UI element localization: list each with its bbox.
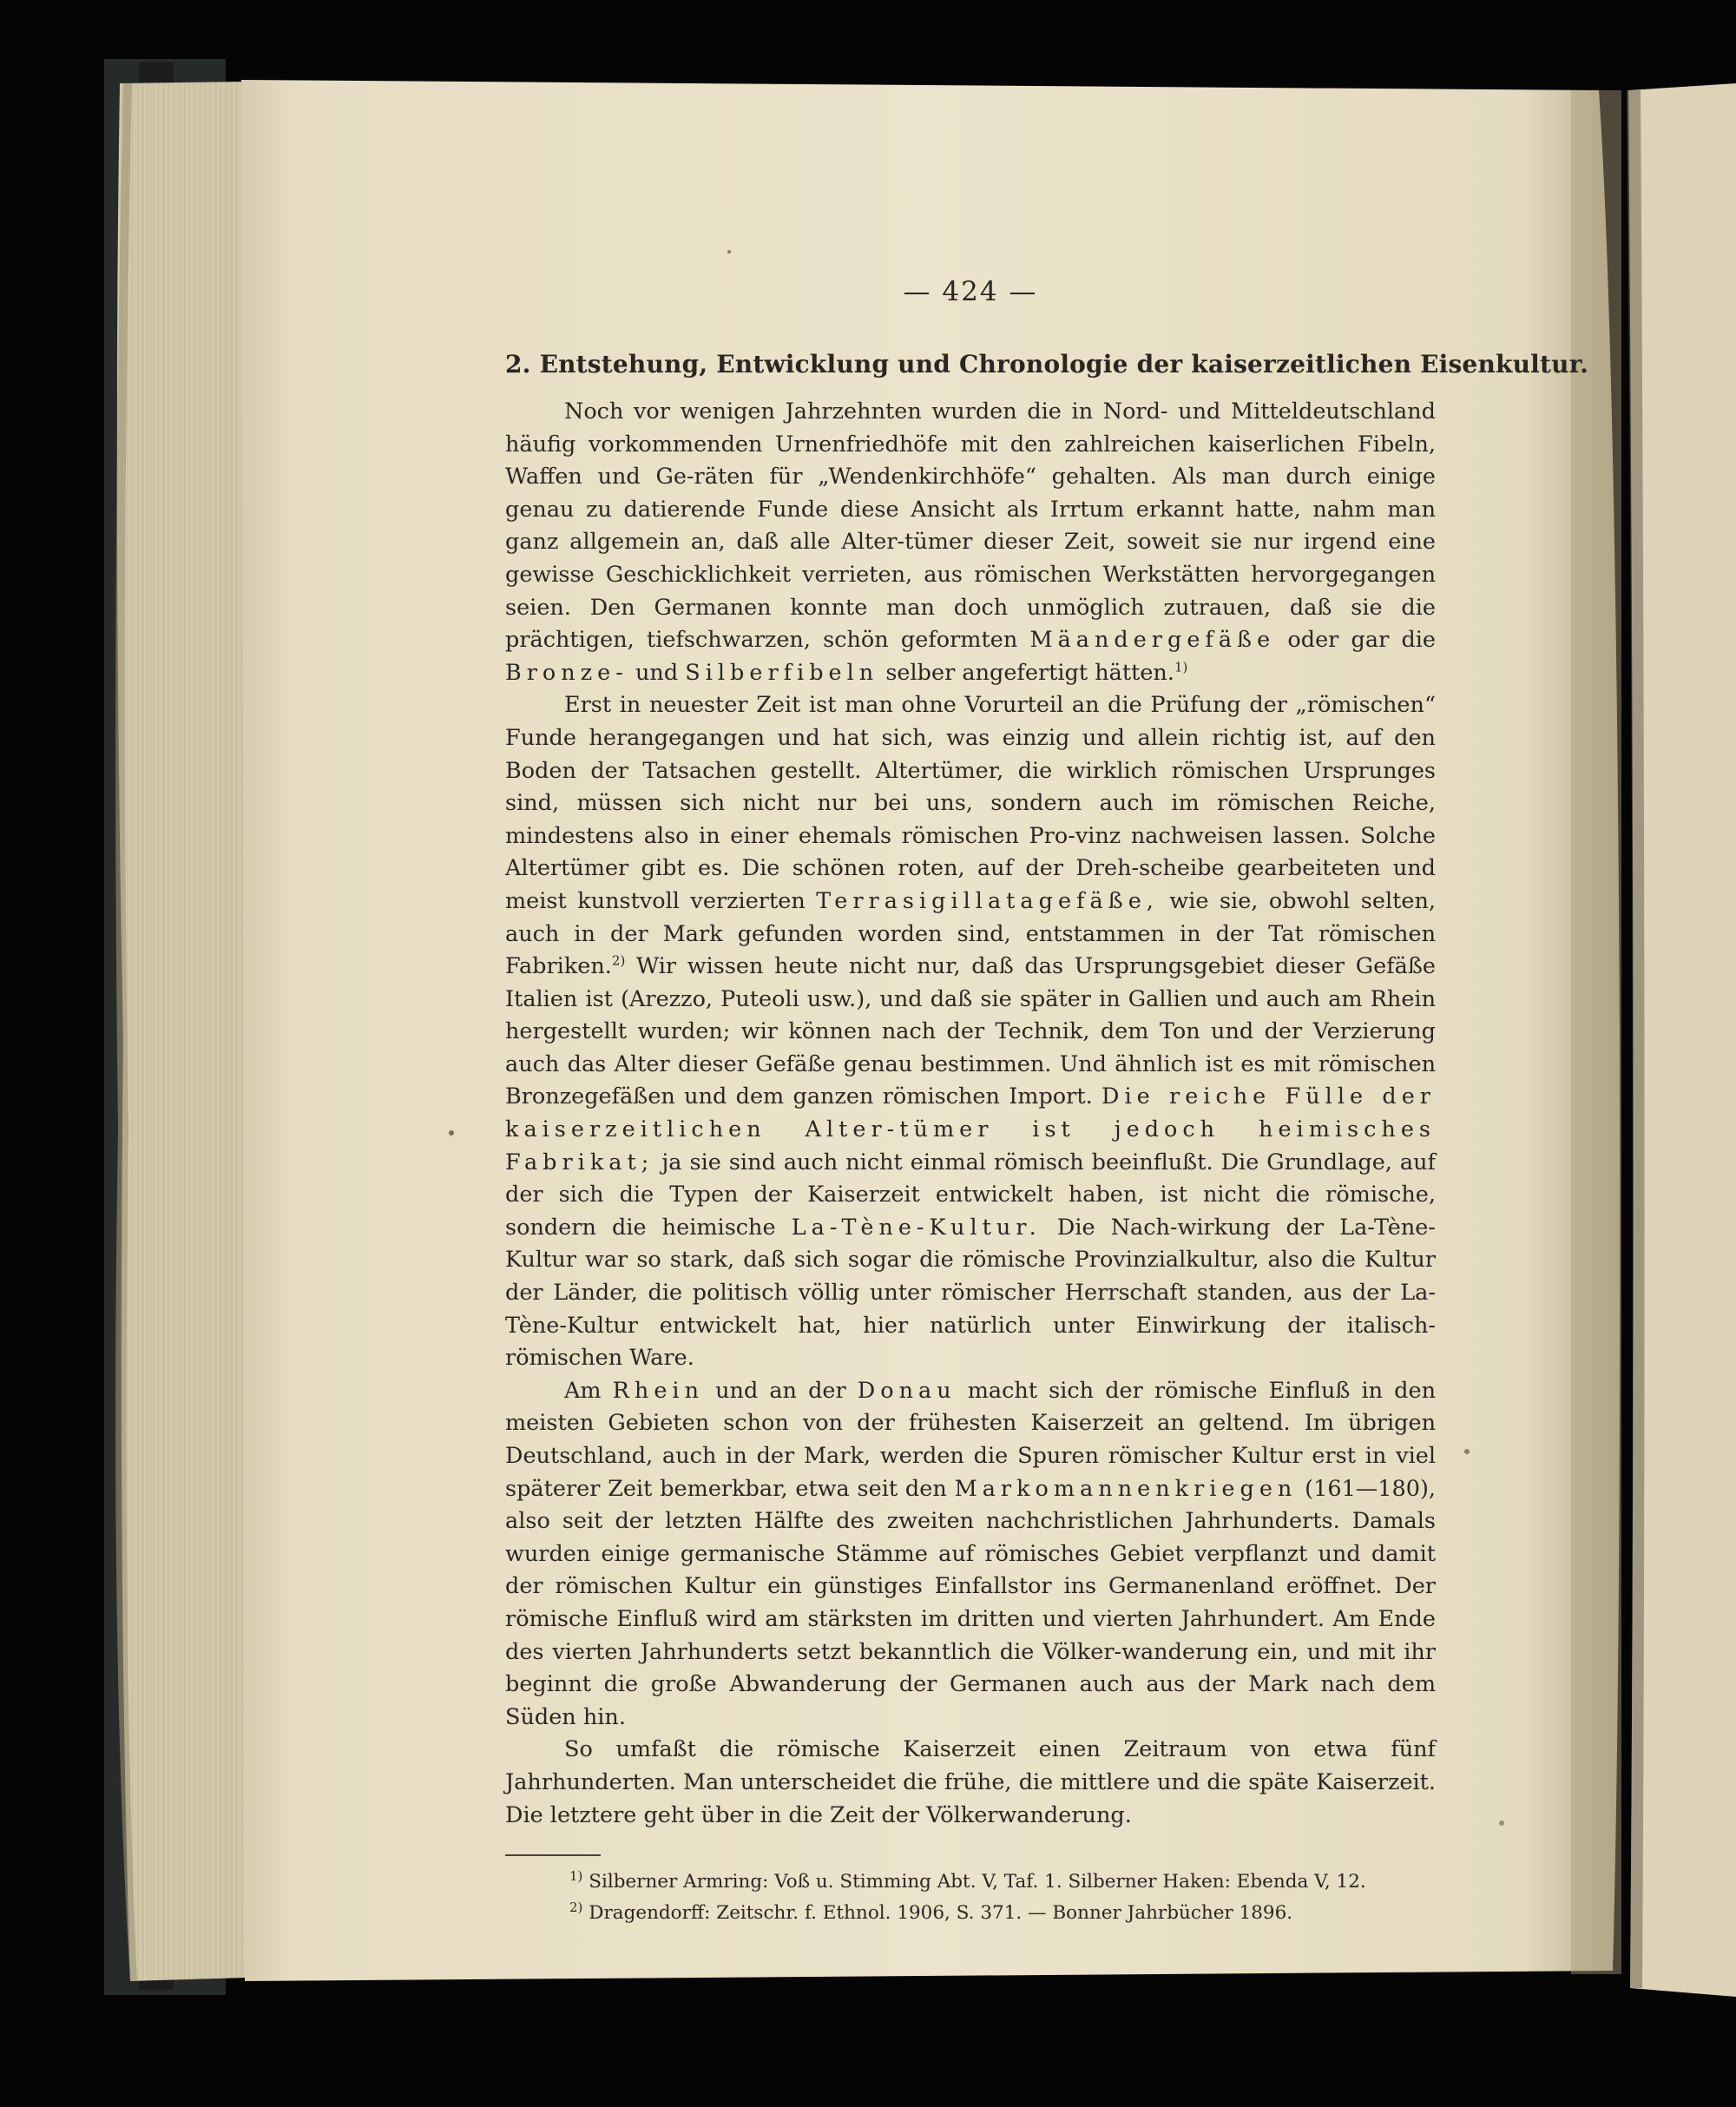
paragraph-3 xyxy=(505,1375,1436,1735)
paragraph-2 xyxy=(505,689,1436,1374)
paragraph-text: wie sie, obwohl selten, auch in der Mark gefunden worden sind, entstammen in der Tat römischen Fabriken. xyxy=(505,887,1436,980)
paragraph-text: und xyxy=(635,659,679,686)
page-text-block xyxy=(505,274,1589,1929)
paragraph-4: So umfaßt die römische Kaiserzeit einen Zeitraum von etwa fünf Jahrhunderten. Man unterscheidet die frühe, die mittlere und die späte Kaiserzeit. Die letztere geht über in die Zeit der Völkerwanderung. xyxy=(505,1736,1436,1828)
paragraph-text: Noch vor wenigen Jahrzehnten wurden die in Nord- und Mitteldeutschland häufig vorkommenden Urnenfriedhöfe mit den zahlreichen kaiserlichen Fibeln, Waffen und Ge-räten für „Wendenkirchhöfe“ gehalten. Als man durch einige genau zu datierende Funde diese Ansicht als Irrtum erkannt hatte, nahm man ganz allgemein an, daß alle Alter-tümer dieser Zeit, soweit sie nur irgend eine gewisse Geschicklichkeit verrieten, aus römischen Werkstätten hervorgegangen seien. Den Germanen konnte man doch unmöglich zutrauen, daß sie die prächtigen, tiefschwarzen, schön geformten xyxy=(505,398,1436,654)
paragraph-1 xyxy=(505,396,1436,689)
paragraph-text: (161—180), also seit der letzten Hälfte des zweiten nachchristlichen Jahrhunderts. Damals wurden einige germanische Stämme auf römisches Gebiet verpflanzt und damit der römischen Kultur ein günstiges Einfallstor ins Germanenland eröffnet. Der römische Einfluß wird am stärksten im dritten und vierten Jahrhundert. Am Ende des vierten Jahrhunderts setzt bekanntlich die Völker-wanderung ein, und mit ihr beginnt die große Abwanderung der Germanen auch aus der Mark nach dem Süden hin. xyxy=(505,1475,1437,1730)
paragraph-text: oder gar die xyxy=(1287,627,1437,654)
paragraph-text: ja sie sind auch nicht einmal römisch beeinflußt. Die Grundlage, auf der sich die Typen der Kaiserzeit entwickelt haben, ist nicht die römische, sondern die heimische xyxy=(505,1149,1436,1241)
emphasized-term: Terrasigillatagefäße, xyxy=(816,887,1159,914)
footnote-text: Dragendorff: Zeitschr. f. Ethnol. 1906, S. 371. — Bonner Jahrbücher 1896. xyxy=(589,1902,1293,1925)
footnote-rule xyxy=(505,1854,601,1856)
page-number: — 424 — xyxy=(903,276,1038,307)
paragraph-text: Erst in neuester Zeit ist man ohne Vorurteil an die Prüfung der „römischen“ Funde herangegangen und hat sich, was einzig und allein richtig ist, auf den Boden der Tatsachen gestellt. Altertümer, die wirklich römischen Ursprunges sind, müssen sich nicht nur bei uns, sondern auch im römischen Reiche, mindestens also in einer ehemals römischen Pro-vinz nachweisen lassen. Solche Altertümer gibt es. Die schönen roten, auf der Dreh-scheibe gearbeiteten und meist kunstvoll verzierten xyxy=(505,692,1436,914)
emphasized-term: Mäandergefäße xyxy=(1029,627,1276,654)
paragraph-text: Wir wissen heute nicht nur, daß das Ursprungsgebiet dieser Gefäße Italien ist (Arezzo, Puteoli usw.), und daß sie später in Gallien und auch am Rhein hergestellt wurden; wir können nach der Technik, dem Ton und der Verzierung auch das Alter dieser Gefäße genau bestimmen. Und ähnlich ist es mit römischen Bronzegefäßen und dem ganzen römischen Import. xyxy=(505,953,1436,1110)
section-title: 2. Entstehung, Entwicklung und Chronologie der kaiserzeitlichen Eisenkultur. xyxy=(505,350,1589,379)
next-page-edge xyxy=(1628,83,1736,1997)
footnote-1 xyxy=(569,1867,1436,1898)
footnote-mark: 1) xyxy=(569,1867,583,1884)
paragraph-text: Am xyxy=(564,1377,602,1404)
paragraph-text: und an der xyxy=(715,1377,846,1404)
emphasized-term: La-Tène-Kultur. xyxy=(791,1214,1042,1241)
paragraph-text: Die Nach-wirkung der La-Tène-Kultur war so stark, daß sich sogar die römische Provinzialkultur, also die Kultur der Länder, die politisch völlig unter römischer Herrschaft standen, aus der La-Tène-Kultur entwickelt hat, hier natürlich unter Einwirkung der italisch-römischen Ware. xyxy=(505,1214,1437,1372)
emphasized-term: Bronze- xyxy=(505,659,628,686)
page-fore-edge xyxy=(117,82,247,1981)
paragraph-text: selber angefertigt hätten. xyxy=(885,659,1174,686)
emphasized-term: Die reiche Fülle der kaiserzeitlichen Alter-tümer ist jedoch heimisches Fabrikat; xyxy=(505,1083,1436,1175)
emphasized-term: Donau xyxy=(857,1377,957,1404)
footnote-text: Silberner Armring: Voß u. Stimming Abt. V, Taf. 1. Silberner Haken: Ebenda V, 12. xyxy=(589,1871,1366,1893)
footnote-ref: 1) xyxy=(1174,659,1188,675)
footnote-2 xyxy=(569,1898,1436,1929)
emphasized-term: Markomannenkriegen xyxy=(954,1475,1298,1502)
paragraph-text: macht sich der römische Einfluß in den meisten Gebieten schon von der frühesten Kaiserzeit an geltend. Im übrigen Deutschland, auch in der Mark, werden die Spuren römischer Kultur erst in viel späterer Zeit bemerkbar, etwa seit den xyxy=(505,1377,1436,1502)
footnote-mark: 2) xyxy=(569,1899,583,1915)
emphasized-term: Rhein xyxy=(612,1377,704,1404)
emphasized-term: Silberfibeln xyxy=(685,659,879,686)
footnote-ref: 2) xyxy=(611,952,626,969)
